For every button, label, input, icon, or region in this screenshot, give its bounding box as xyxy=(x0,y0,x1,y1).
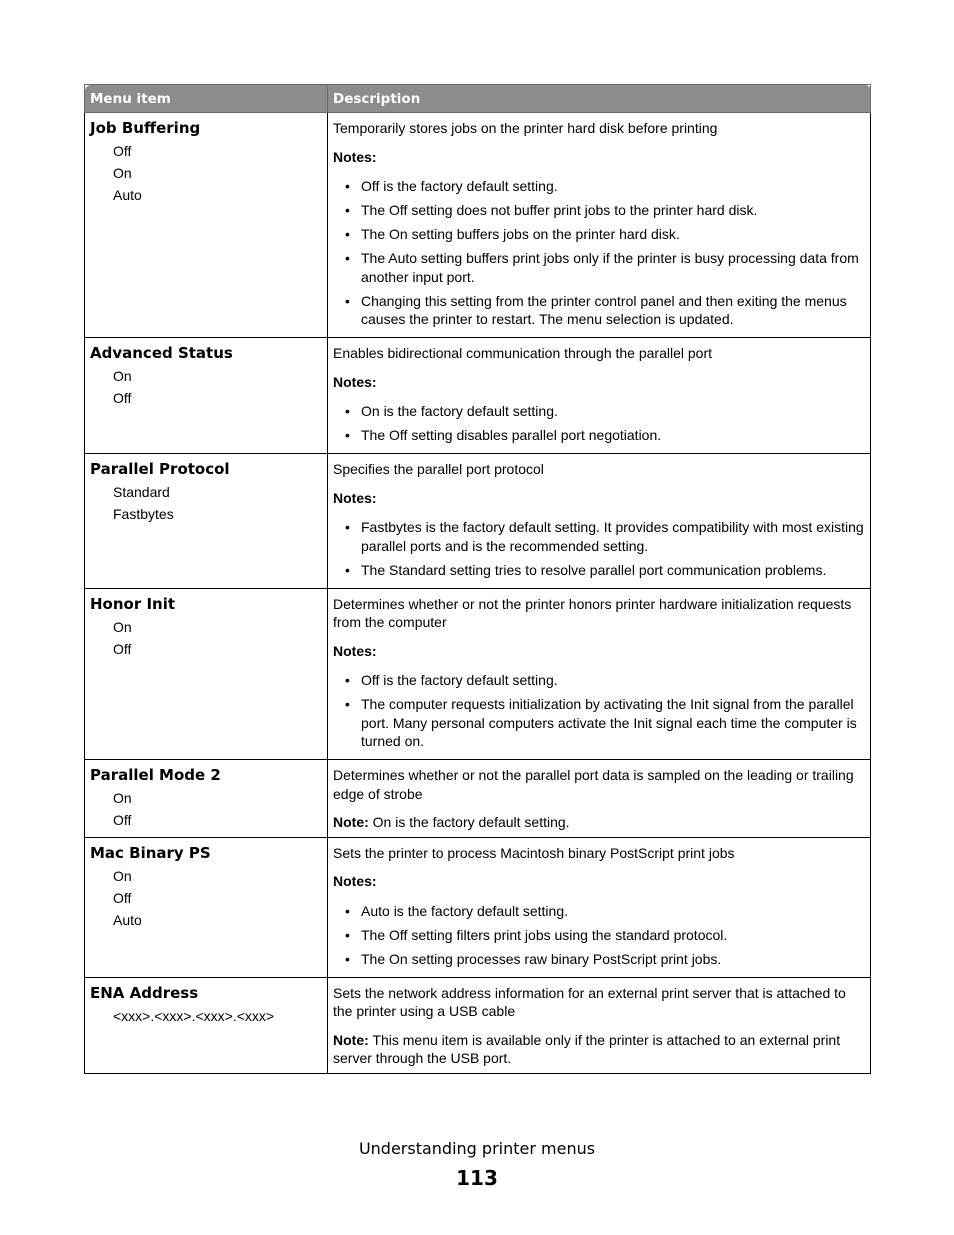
table-row xyxy=(85,588,871,760)
single-note xyxy=(333,813,865,832)
note-item: • Changing this setting from the printer control panel and then exiting the menus causes the printer to restart. The menu selection is updated. xyxy=(333,292,865,329)
note-item: • The Off setting does not buffer print jobs to the printer hard disk. xyxy=(333,201,865,220)
note-item: • The Off setting disables parallel port negotiation. xyxy=(333,426,865,445)
note-item: • The On setting processes raw binary PostScript print jobs. xyxy=(333,950,865,969)
menu-item-cell xyxy=(85,837,328,977)
table-row xyxy=(85,760,871,838)
menu-item-option: On xyxy=(113,867,132,884)
menu-item-name: Advanced Status xyxy=(90,344,233,362)
notes-heading: Notes: xyxy=(333,148,377,165)
description-cell xyxy=(328,977,871,1073)
notes-list xyxy=(333,671,865,751)
menu-item-cell xyxy=(85,113,328,338)
table-row xyxy=(85,977,871,1073)
note-text: On is the factory default setting. xyxy=(368,814,570,830)
menu-item-cell xyxy=(85,977,328,1073)
notes-heading: Notes: xyxy=(333,489,377,506)
menu-item-option: On xyxy=(113,165,132,181)
notes-heading: Notes: xyxy=(333,373,377,390)
menu-item-option: Off xyxy=(113,640,132,657)
note-item: • Auto is the factory default setting. xyxy=(333,902,865,921)
note-item: • The On setting buffers jobs on the printer hard disk. xyxy=(333,225,865,244)
menu-item-option: On xyxy=(113,790,132,806)
note-item: • Off is the factory default setting. xyxy=(333,671,865,690)
description-cell xyxy=(328,760,871,838)
menu-item-option: Standard xyxy=(113,484,170,500)
notes-list xyxy=(333,177,865,329)
header-menu-item: Menu item xyxy=(85,85,328,113)
description-text: Sets the network address information for an external print server that is attached to the printer using a USB cable xyxy=(333,984,846,1019)
notes-list xyxy=(333,902,865,969)
menu-item-cell xyxy=(85,454,328,589)
note-item: • The Standard setting tries to resolve parallel port communication problems. xyxy=(333,561,865,580)
notes-list xyxy=(333,518,865,579)
note-item: • The Auto setting buffers print jobs only if the printer is busy processing data from another input port. xyxy=(333,249,865,286)
description-text: Enables bidirectional communication through the parallel port xyxy=(333,345,712,361)
note-item: • The computer requests initialization by activating the Init signal from the parallel port. Many personal computers activate the Init signal each time the computer is turned on. xyxy=(333,695,865,751)
menu-item-cell xyxy=(85,338,328,454)
menu-item-option: Off xyxy=(113,889,132,906)
menu-item-cell xyxy=(85,588,328,760)
menu-item-option: Fastbytes xyxy=(113,506,174,522)
note-label: Note: xyxy=(333,1031,369,1048)
menu-item-option: Off xyxy=(113,812,132,828)
menu-item-name: ENA Address xyxy=(90,983,199,1002)
description-cell xyxy=(328,113,871,338)
table-row xyxy=(85,837,871,977)
menu-item-name: Parallel Protocol xyxy=(90,460,230,478)
menu-item-name: Parallel Mode 2 xyxy=(90,766,221,784)
menu-item-name: Mac Binary PS xyxy=(90,843,211,862)
menu-item-cell xyxy=(85,760,328,838)
table-row xyxy=(85,113,871,338)
menu-item-option: <xxx>.<xxx>.<xxx>.<xxx> xyxy=(113,1007,275,1024)
menu-item-option: Off xyxy=(113,390,132,406)
table-row xyxy=(85,338,871,454)
description-cell xyxy=(328,338,871,454)
note-item: • On is the factory default setting. xyxy=(333,402,865,421)
description-text: Temporarily stores jobs on the printer hard disk before printing xyxy=(333,120,718,136)
description-text: Determines whether or not the printer honors printer hardware initialization requests from the computer xyxy=(333,595,852,630)
description-text: Specifies the parallel port protocol xyxy=(333,461,544,477)
header-description: Description xyxy=(328,85,871,113)
notes-heading: Notes: xyxy=(333,642,377,659)
notes-heading: Notes: xyxy=(333,873,377,889)
note-item: • The Off setting filters print jobs using the standard protocol. xyxy=(333,926,865,945)
description-text: Sets the printer to process Macintosh binary PostScript print jobs xyxy=(333,844,735,861)
menu-item-option: Auto xyxy=(113,911,142,928)
description-cell xyxy=(328,454,871,589)
menu-table xyxy=(84,84,871,1074)
note-item: • Off is the factory default setting. xyxy=(333,177,865,196)
menu-item-option: On xyxy=(113,618,132,635)
description-cell xyxy=(328,837,871,977)
menu-item-option: Auto xyxy=(113,187,142,203)
menu-item-name: Job Buffering xyxy=(90,119,201,137)
description-cell xyxy=(328,588,871,760)
single-note xyxy=(333,1031,865,1068)
table-header-row xyxy=(85,85,871,113)
page-number: 113 xyxy=(456,1166,498,1190)
note-text: This menu item is available only if the printer is attached to an external print server through the USB port. xyxy=(333,1031,841,1066)
menu-item-name: Honor Init xyxy=(90,594,176,613)
note-item: • Fastbytes is the factory default setting. It provides compatibility with most existing parallel ports and is the recommended setting. xyxy=(333,518,865,555)
description-text: Determines whether or not the parallel port data is sampled on the leading or trailing edge of strobe xyxy=(333,767,854,802)
menu-item-option: On xyxy=(113,368,132,384)
notes-list xyxy=(333,402,865,445)
menu-item-option: Off xyxy=(113,143,132,159)
footer-section-title: Understanding printer menus xyxy=(358,1139,596,1158)
table-row xyxy=(85,454,871,589)
note-label: Note: xyxy=(333,814,369,830)
